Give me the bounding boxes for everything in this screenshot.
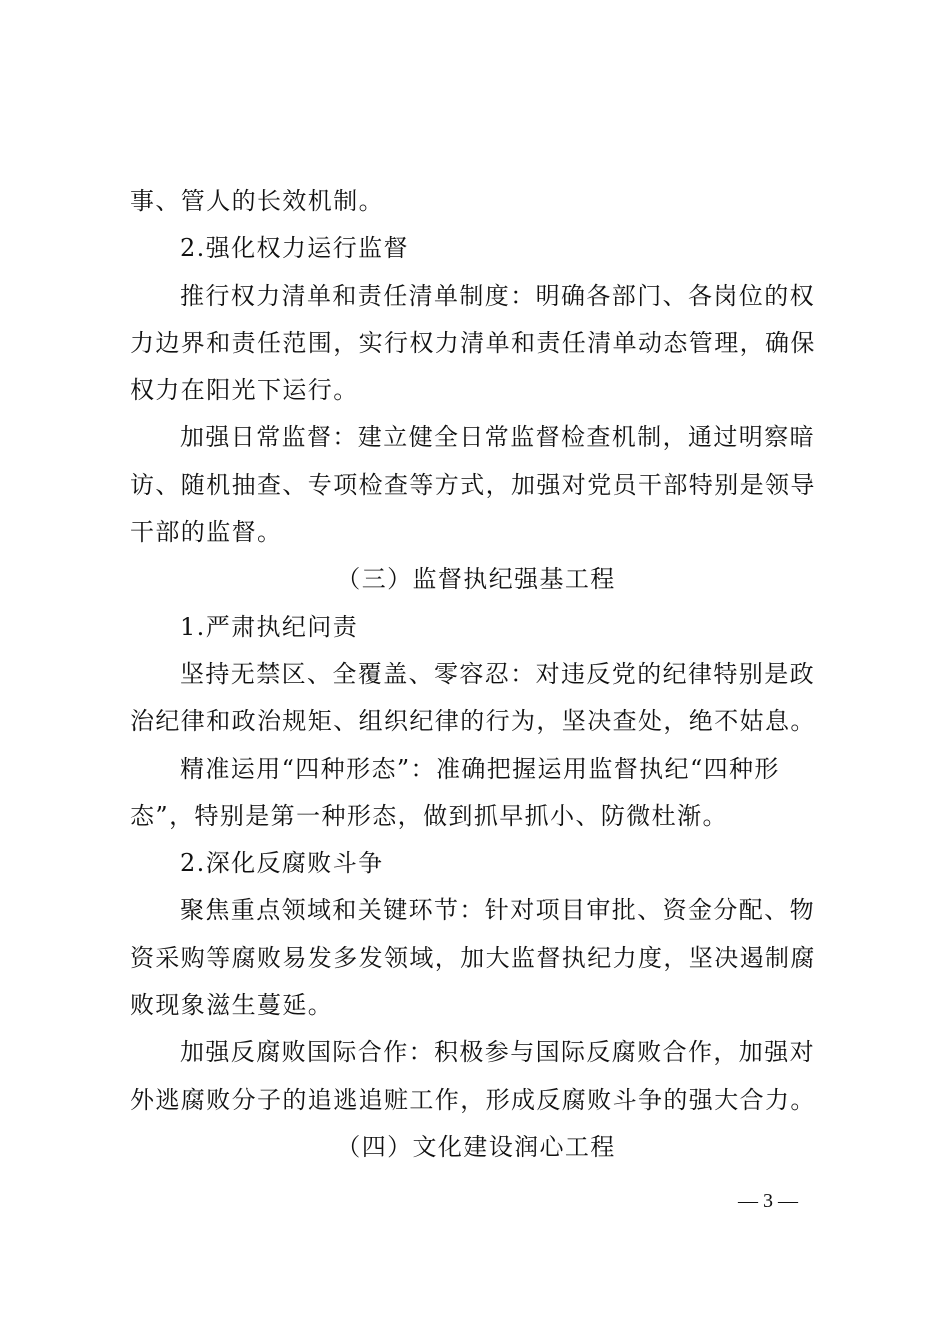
paragraph-line: 精准运用“四种形态”：准确把握运用监督执纪“四种形 [180,754,780,783]
paragraph-line: 坚持无禁区、全覆盖、零容忍：对违反党的纪律特别是政 [180,659,815,688]
document-body [130,178,822,1171]
paragraph-line: 外逃腐败分子的追逃追赃工作，形成反腐败斗争的强大合力。 [130,1085,816,1114]
subsection-heading-1: 1.严肃执纪问责 [180,612,359,641]
subsection-heading-2: 2.强化权力运行监督 [180,234,409,263]
paragraph-line: 聚焦重点领域和关键环节：针对项目审批、资金分配、物 [180,896,815,925]
paragraph-line: 力边界和责任范围，实行权力清单和责任清单动态管理，确保 [130,328,816,357]
subsection-heading-2: 2.深化反腐败斗争 [180,849,384,878]
paragraph-line: 权力在阳光下运行。 [130,376,359,405]
paragraph-line: 态”，特别是第一种形态，做到抓早抓小、防微杜渐。 [130,801,728,830]
page-number: — 3 — [738,1190,798,1212]
paragraph-line: 加强日常监督：建立健全日常监督检查机制，通过明察暗 [180,423,815,452]
section-heading-4: （四）文化建设润心工程 [336,1132,616,1161]
paragraph-continuation-line: 事、管人的长效机制。 [130,187,384,215]
paragraph-line: 加强反腐败国际合作：积极参与国际反腐败合作，加强对 [180,1038,815,1067]
paragraph-line: 干部的监督。 [130,518,283,547]
paragraph-line: 资采购等腐败易发多发领域，加大监督执纪力度，坚决遏制腐 [130,943,816,972]
section-heading-3: （三）监督执纪强基工程 [336,565,616,594]
paragraph-line: 访、随机抽查、专项检查等方式，加强对党员干部特别是领导 [130,470,816,499]
paragraph-line: 推行权力清单和责任清单制度：明确各部门、各岗位的权 [180,281,815,310]
paragraph-line: 治纪律和政治规矩、组织纪律的行为，坚决查处，绝不姑息。 [130,707,816,736]
paragraph-line: 败现象滋生蔓延。 [130,991,334,1020]
